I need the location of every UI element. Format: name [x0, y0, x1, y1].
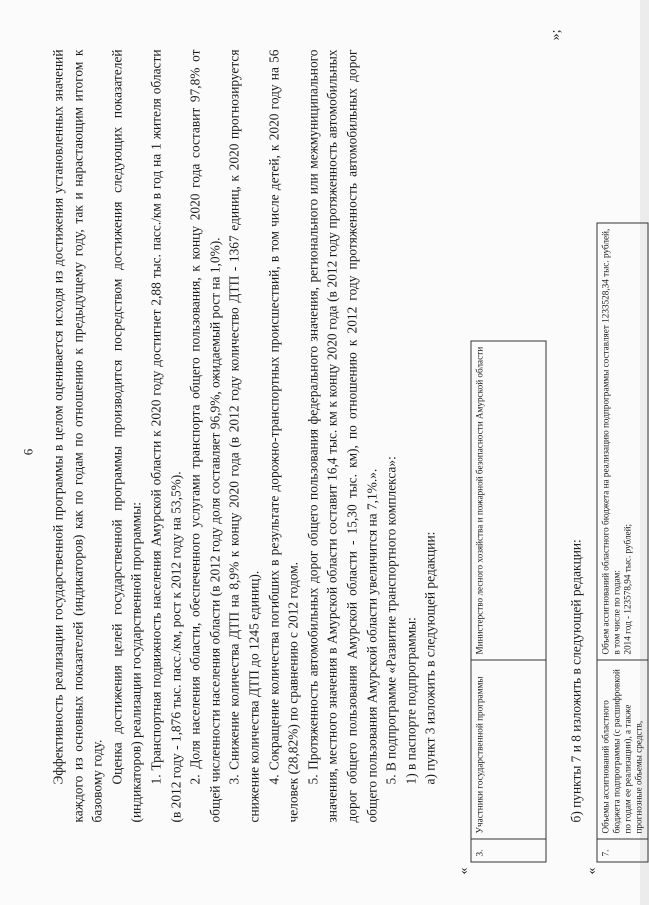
row-number: 3. — [471, 839, 546, 862]
paragraph: 4. Сокращение количества погибших в результате дорожно-транспортных происшествий, в том числе детей, к 2020 году на 56 человек (28,82%) по сравнению с 2012 годом. — [266, 49, 301, 823]
paragraph: Эффективность реализации государственной программы в целом оценивается исходя из достижения установленных значений каждого из основных показателей (индикаторов) как по годам по отношению к предыдущему году, так и нарастающим итогом к базовому году. — [50, 49, 105, 823]
value-line: в том числе по годам: — [611, 570, 622, 655]
paragraph: 5. В подпрограмме «Развитие транспортного комплекса»: — [383, 456, 399, 785]
row-title: Участники государственной программы — [471, 660, 546, 839]
page-number: 6 — [20, 448, 36, 456]
paragraph: 1) в паспорте подпрограммы: — [403, 617, 419, 785]
subitem-b: б) пункты 7 и 8 изложить в следующей редакции: — [568, 539, 584, 823]
body-text — [49, 50, 441, 823]
paragraph: 3. Снижение количества ДТП на 8,9% к концу 2020 года (в 2012 году количество ДТП - 1367 единиц, к 2020 прогнозируется снижение количества ДТП до 1245 единиц). — [226, 49, 262, 823]
paragraph: Оценка достижения целей государственной программы производится посредством достижения следующих показателей (индикаторов) реализации государственной программы: — [109, 49, 144, 823]
paragraph: 5. Протяженность автомобильных дорог общего пользования федерального значения, регионального или межмуниципального значения, местного значения в Амурской области составит 16,4 тыс. км к концу 2020 года (в 2012 году протяженность автомобильных дорог общего пользования Амурской области - 15,30 тыс. км), по отношению к 2012 году протяженность автомобильных дорог общего пользования Амурской области увеличится на 7,1%.». — [305, 49, 379, 823]
paragraph: 2. Доля населения области, обеспеченного услугами транспорта общего пользования, к концу 2020 года составит 97,8% от общей численности населения области (в 2012 году доля составляет 96,9%, ожидаемый рост на 1,0%). — [187, 49, 223, 823]
table-row — [597, 223, 648, 862]
paragraph: а) пункт 3 изложить в следующей редакции: — [422, 531, 438, 785]
value-line: Объем ассигнований областного бюджета на реализацию подпрограммы составляет 1233528,34 тыс. рублей, — [600, 228, 611, 655]
row-value: Министерство лесного хозяйства и пожарной безопасности Амурской области — [471, 341, 546, 660]
subprogram-passport-table-2 — [597, 223, 649, 863]
paragraph: 1. Транспортная подвижность населения Амурской области к 2020 году достигнет 2,88 тыс. пасс./км в год на 1 жителя области (в 2012 году - 1,876 тыс. пасс./км, рост к 2012 году на 53,5%). — [148, 49, 184, 823]
row-value — [597, 223, 648, 660]
row-title: Объемы ассигнований областного бюджета подпрограммы (с расшифровкой по годам ее реализации), а также прогнозные объемы средств, — [597, 660, 648, 839]
rotated-content — [1, 0, 644, 905]
quote-open-mark: « — [456, 867, 472, 875]
quote-close-mark: »; — [548, 29, 564, 41]
subprogram-passport-table-1 — [471, 341, 547, 863]
row-number: 7. — [597, 839, 648, 862]
value-line: 2014 год - 123578,94 тыс. рублей; — [622, 523, 633, 655]
table-row — [471, 341, 546, 862]
quote-open-mark-2: « — [584, 867, 600, 875]
